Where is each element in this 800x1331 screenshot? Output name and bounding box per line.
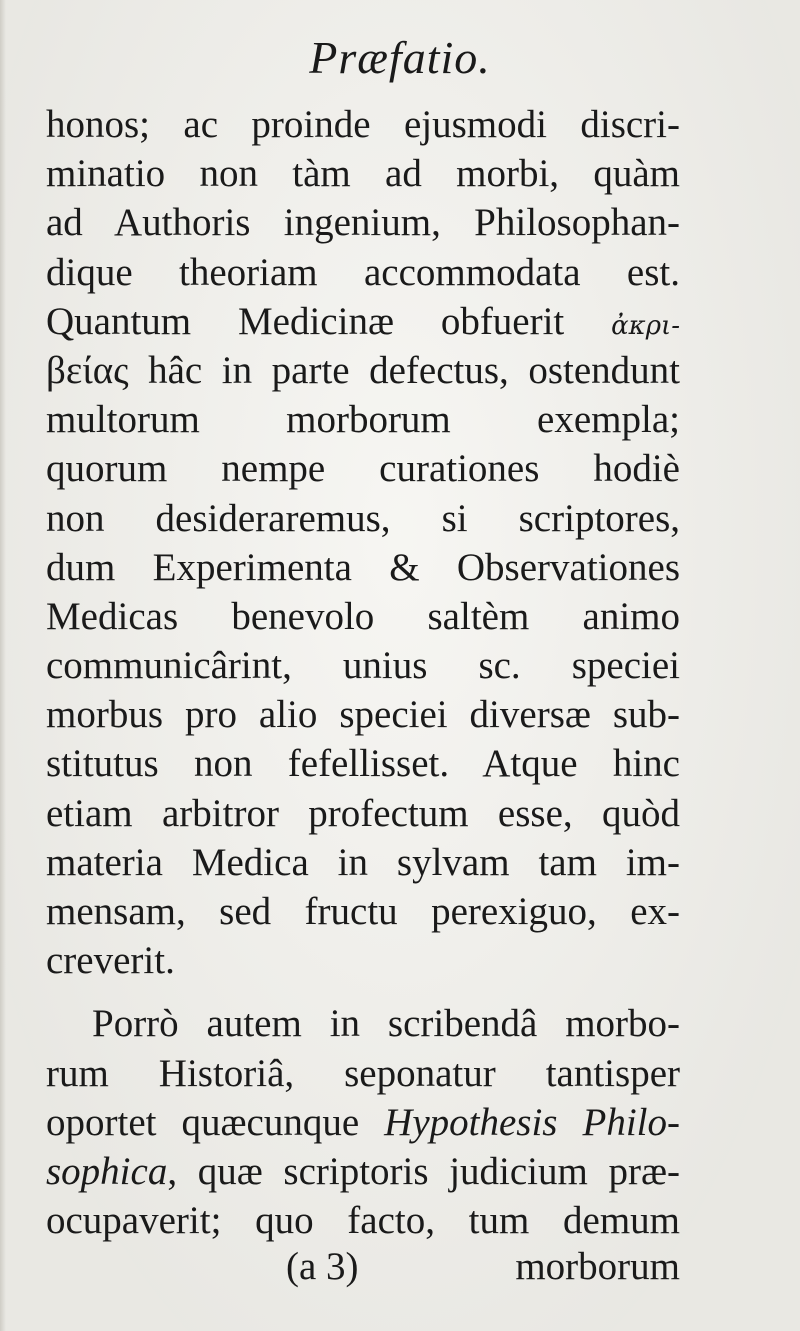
- text-line: rum Historiâ, seponatur tantisper: [46, 1051, 680, 1095]
- text-line: βείας hâc in parte defectus, ostendunt: [46, 348, 680, 392]
- paragraph-gap: [46, 985, 680, 999]
- text-line: stitutus non fefellisset. Atque hinc: [46, 742, 680, 786]
- text-line: mensam, sed fructu perexiguo, ex-: [46, 890, 680, 933]
- text-line: quorum nempe curationes hodiè: [46, 447, 680, 491]
- text-line: [46, 297, 680, 346]
- italic-phrase: Hypothesis Philo-: [384, 1100, 680, 1144]
- text-line: [46, 1098, 680, 1147]
- page-edge-shadow: [0, 0, 6, 1331]
- text-line: minatio non tàm ad morbi, quàm: [46, 152, 680, 196]
- running-head: Præfatio.: [309, 32, 491, 83]
- catchword: morborum: [515, 1245, 680, 1288]
- text-line: non desideraremus, si scriptores,: [46, 496, 680, 540]
- text-segment: oportet quæcunque: [46, 1100, 360, 1144]
- text-line: materia Medica in sylvam tam im-: [46, 840, 680, 884]
- text-segment: , quæ scriptoris judicium præ-: [167, 1149, 680, 1193]
- text-line: creverit.: [46, 939, 175, 983]
- signature-mark: (a 3): [286, 1245, 359, 1288]
- text-line: morbus pro alio speciei diversæ sub-: [46, 693, 680, 737]
- text-segment: Quantum Medicinæ obfuerit: [46, 299, 565, 343]
- greek-word: ἀκρι-: [611, 310, 680, 341]
- body-text: [46, 100, 680, 1245]
- text-line: etiam arbitror profectum esse, quòd: [46, 791, 680, 835]
- text-line: Medicas benevolo saltèm animo: [46, 594, 680, 638]
- text-line: ocupaverit; quo facto, tum demum: [46, 1199, 680, 1243]
- text-line: communicârint, unius sc. speciei: [46, 644, 680, 688]
- text-line: Porrò autem in scribendâ morbo-: [92, 1002, 680, 1046]
- page-footer: [46, 1242, 680, 1291]
- text-line: honos; ac proinde ejusmodi discri-: [46, 103, 680, 146]
- italic-word: sophica: [46, 1149, 168, 1193]
- text-line: ad Authoris ingenium, Philosophan-: [46, 201, 680, 245]
- text-line: dique theoriam accommodata est.: [46, 250, 680, 294]
- text-line: multorum morborum exempla;: [46, 398, 680, 442]
- text-line: [46, 1147, 680, 1196]
- text-line: dum Experimenta & Observationes: [46, 545, 680, 589]
